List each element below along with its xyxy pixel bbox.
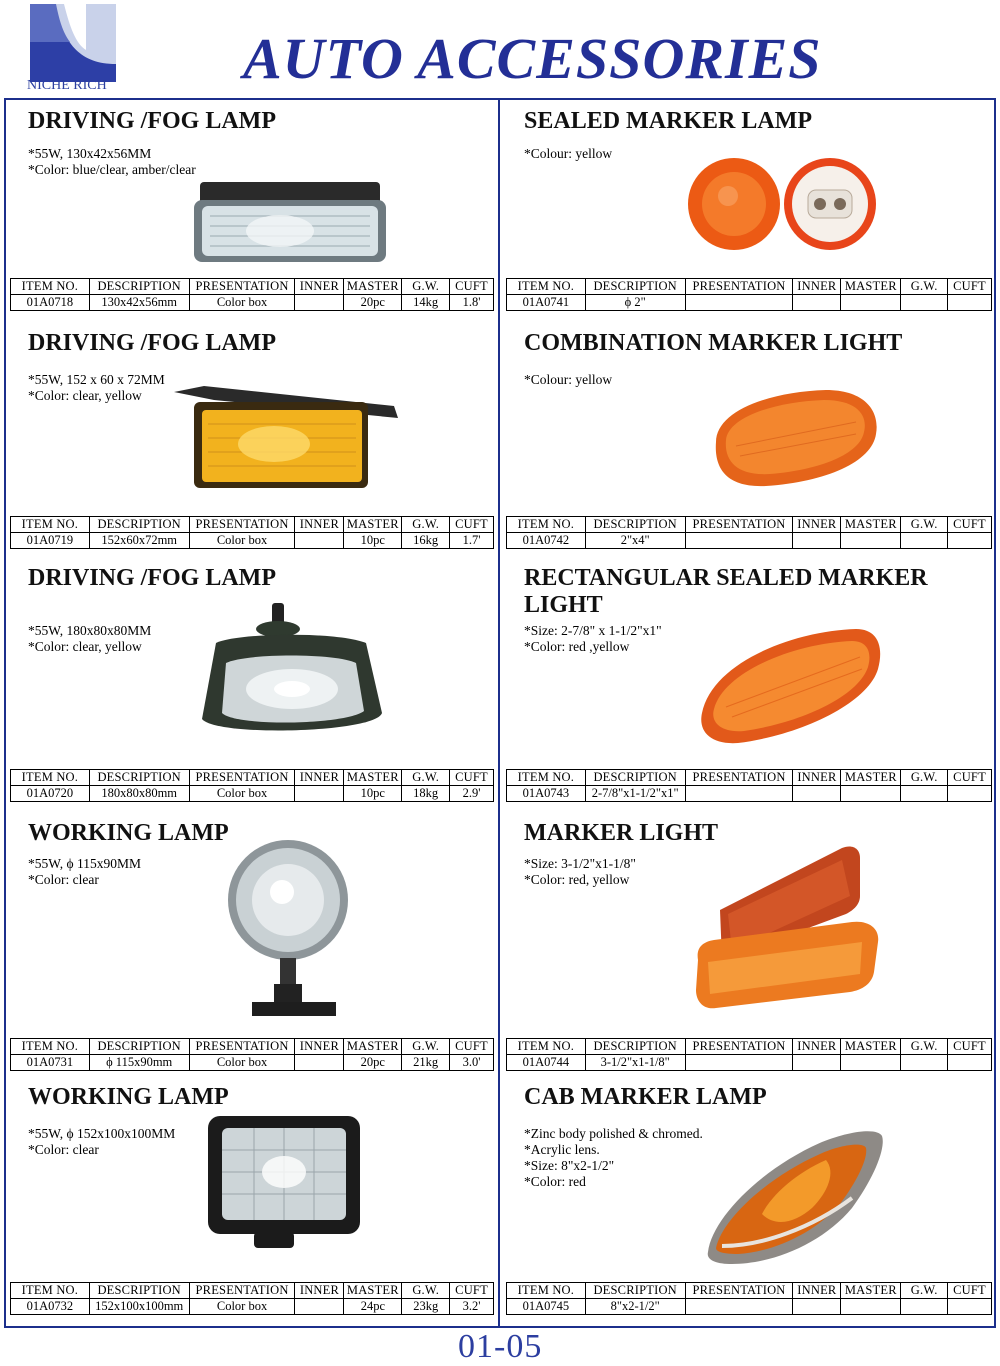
cell-master: [841, 295, 901, 311]
col-header-master: MASTER: [344, 279, 402, 295]
cell-gw: 18kg: [402, 786, 450, 802]
marker-light-red-yellow-image: [692, 844, 882, 1016]
col-header-presentation: PRESENTATION: [189, 1039, 295, 1055]
table-header-row: [507, 517, 992, 533]
spec-table: [506, 1038, 992, 1071]
col-header-gw: G.W.: [402, 770, 450, 786]
col-header-item-no: ITEM NO.: [507, 1039, 586, 1055]
product-card: [10, 816, 494, 1074]
product-specs: [524, 856, 636, 888]
col-header-cuft: CUFT: [450, 1039, 494, 1055]
cell-cuft: [948, 1055, 992, 1071]
col-header-cuft: CUFT: [450, 1283, 494, 1299]
cell-inner: [295, 1055, 344, 1071]
spec-line: *Color: clear: [28, 1142, 99, 1157]
col-header-gw: G.W.: [402, 517, 450, 533]
col-header-description: DESCRIPTION: [585, 1039, 685, 1055]
col-header-inner: INNER: [793, 770, 841, 786]
cell-inner: [295, 786, 344, 802]
cell-presentation: Color box: [189, 1055, 295, 1071]
cell-description: 152x100x100mm: [89, 1299, 189, 1315]
col-header-item-no: ITEM NO.: [11, 279, 90, 295]
product-card: [10, 326, 494, 552]
col-header-cuft: CUFT: [450, 770, 494, 786]
col-header-gw: G.W.: [901, 279, 948, 295]
col-header-inner: INNER: [295, 1039, 344, 1055]
fog-lamp-yellow-image: [174, 382, 404, 492]
table-header-row: [11, 1283, 494, 1299]
cell-inner: [793, 1299, 841, 1315]
col-header-item-no: ITEM NO.: [11, 517, 90, 533]
col-header-gw: G.W.: [901, 1283, 948, 1299]
product-card: [10, 1080, 494, 1320]
cell-gw: [901, 786, 948, 802]
product-card: [506, 561, 990, 806]
table-row: [507, 786, 992, 802]
column-divider: [498, 98, 500, 1328]
product-specs: [524, 372, 612, 388]
spec-line: *55W, 130x42x56MM: [28, 146, 152, 161]
spec-line: *Color: red ,yellow: [524, 639, 630, 654]
col-header-description: DESCRIPTION: [585, 279, 685, 295]
col-header-master: MASTER: [841, 1283, 901, 1299]
working-lamp-square-image: [204, 1114, 364, 1252]
cell-inner: [793, 1055, 841, 1071]
col-header-inner: INNER: [793, 279, 841, 295]
product-card: [506, 816, 990, 1074]
cell-master: 10pc: [344, 533, 402, 549]
col-header-item-no: ITEM NO.: [507, 517, 586, 533]
cell-description: 152x60x72mm: [89, 533, 189, 549]
cell-inner: [295, 1299, 344, 1315]
col-header-cuft: CUFT: [948, 517, 992, 533]
product-title: SEALED MARKER LAMP: [524, 108, 813, 134]
spec-line: *Size: 8"x2-1/2": [524, 1158, 615, 1173]
spec-table: [506, 769, 992, 802]
col-header-inner: INNER: [295, 279, 344, 295]
cell-description: 180x80x80mm: [89, 786, 189, 802]
cell-cuft: [948, 295, 992, 311]
table-row: [507, 1299, 992, 1315]
col-header-description: DESCRIPTION: [89, 1283, 189, 1299]
col-header-master: MASTER: [841, 1039, 901, 1055]
fog-lamp-black-housing-image: [196, 603, 386, 743]
spec-table: [506, 516, 992, 549]
spec-table: [506, 1282, 992, 1315]
cell-cuft: 1.7': [450, 533, 494, 549]
spec-line: *Color: red: [524, 1174, 586, 1189]
table-row: [11, 786, 494, 802]
col-header-inner: INNER: [793, 1039, 841, 1055]
col-header-gw: G.W.: [901, 1039, 948, 1055]
col-header-master: MASTER: [344, 1039, 402, 1055]
cell-item-no: 01A0732: [11, 1299, 90, 1315]
spec-line: *Color: red, yellow: [524, 872, 630, 887]
cell-cuft: 1.8': [450, 295, 494, 311]
spec-line: *Color: clear: [28, 872, 99, 887]
table-row: [11, 533, 494, 549]
cell-inner: [793, 295, 841, 311]
product-title: DRIVING /FOG LAMP: [28, 330, 276, 356]
table-header-row: [507, 279, 992, 295]
table-row: [11, 1055, 494, 1071]
cell-cuft: [948, 1299, 992, 1315]
col-header-presentation: PRESENTATION: [685, 517, 793, 533]
cell-master: 20pc: [344, 295, 402, 311]
col-header-presentation: PRESENTATION: [189, 279, 295, 295]
cell-presentation: Color box: [189, 295, 295, 311]
spec-table: [10, 1282, 494, 1315]
table-row: [11, 295, 494, 311]
table-header-row: [11, 770, 494, 786]
cell-item-no: 01A0741: [507, 295, 586, 311]
spec-line: *Zinc body polished & chromed.: [524, 1126, 703, 1141]
product-title: COMBINATION MARKER LIGHT: [524, 330, 903, 356]
col-header-gw: G.W.: [402, 1283, 450, 1299]
col-header-description: DESCRIPTION: [89, 1039, 189, 1055]
cell-item-no: 01A0718: [11, 295, 90, 311]
col-header-presentation: PRESENTATION: [685, 770, 793, 786]
col-header-description: DESCRIPTION: [89, 770, 189, 786]
product-title: MARKER LIGHT: [524, 820, 719, 846]
col-header-master: MASTER: [841, 279, 901, 295]
cell-master: 24pc: [344, 1299, 402, 1315]
product-title: DRIVING /FOG LAMP: [28, 108, 276, 134]
product-specs: [524, 1126, 703, 1190]
table-row: [507, 1055, 992, 1071]
product-title: WORKING LAMP: [28, 820, 229, 846]
product-card: [10, 561, 494, 806]
fog-lamp-rectangular-image: [190, 176, 390, 266]
cell-presentation: [685, 295, 793, 311]
spec-line: *Size: 2-7/8" x 1-1/2"x1": [524, 623, 662, 638]
col-header-description: DESCRIPTION: [585, 770, 685, 786]
cell-description: ϕ 115x90mm: [89, 1055, 189, 1071]
spec-table: [10, 278, 494, 311]
col-header-gw: G.W.: [901, 770, 948, 786]
cell-presentation: [685, 533, 793, 549]
cell-item-no: 01A0744: [507, 1055, 586, 1071]
col-header-description: DESCRIPTION: [89, 517, 189, 533]
spec-table: [10, 1038, 494, 1071]
product-title: WORKING LAMP: [28, 1084, 229, 1110]
col-header-item-no: ITEM NO.: [11, 1039, 90, 1055]
table-header-row: [11, 517, 494, 533]
spec-line: *Colour: yellow: [524, 146, 613, 161]
cell-cuft: 3.2': [450, 1299, 494, 1315]
cell-gw: 16kg: [402, 533, 450, 549]
col-header-presentation: PRESENTATION: [685, 1039, 793, 1055]
col-header-gw: G.W.: [901, 517, 948, 533]
col-header-inner: INNER: [793, 1283, 841, 1299]
spec-line: *55W, ϕ 115x90MM: [28, 856, 141, 871]
cell-presentation: Color box: [189, 1299, 295, 1315]
col-header-item-no: ITEM NO.: [11, 770, 90, 786]
col-header-master: MASTER: [344, 770, 402, 786]
col-header-master: MASTER: [344, 517, 402, 533]
col-header-master: MASTER: [344, 1283, 402, 1299]
col-header-presentation: PRESENTATION: [189, 770, 295, 786]
product-specs: [28, 856, 141, 888]
col-header-presentation: PRESENTATION: [189, 1283, 295, 1299]
col-header-gw: G.W.: [402, 1039, 450, 1055]
spec-table: [10, 769, 494, 802]
cell-item-no: 01A0719: [11, 533, 90, 549]
product-specs: [524, 146, 612, 162]
product-card: [10, 104, 494, 316]
cell-inner: [295, 533, 344, 549]
spec-line: *Color: clear, yellow: [28, 388, 142, 403]
cell-inner: [793, 786, 841, 802]
spec-line: *Colour: yellow: [524, 372, 613, 387]
table-header-row: [11, 1039, 494, 1055]
spec-line: *55W, 152 x 60 x 72MM: [28, 372, 165, 387]
cell-description: 130x42x56mm: [89, 295, 189, 311]
table-row: [11, 1299, 494, 1315]
col-header-cuft: CUFT: [450, 517, 494, 533]
col-header-description: DESCRIPTION: [585, 517, 685, 533]
product-title: DRIVING /FOG LAMP: [28, 565, 276, 591]
cell-item-no: 01A0743: [507, 786, 586, 802]
col-header-item-no: ITEM NO.: [507, 1283, 586, 1299]
col-header-cuft: CUFT: [948, 1039, 992, 1055]
cell-cuft: [948, 533, 992, 549]
product-specs: [28, 146, 196, 178]
cell-description: 2"x4": [585, 533, 685, 549]
spec-line: *55W, 180x80x80MM: [28, 623, 152, 638]
cell-master: [841, 1055, 901, 1071]
cell-item-no: 01A0731: [11, 1055, 90, 1071]
cell-gw: [901, 295, 948, 311]
cell-description: 8"x2-1/2": [585, 1299, 685, 1315]
table-header-row: [11, 279, 494, 295]
cell-master: [841, 533, 901, 549]
cell-description: 2-7/8"x1-1/2"x1": [585, 786, 685, 802]
spec-line: *Color: clear, yellow: [28, 639, 142, 654]
product-specs: [524, 623, 662, 655]
col-header-inner: INNER: [793, 517, 841, 533]
table-header-row: [507, 1283, 992, 1299]
col-header-presentation: PRESENTATION: [685, 279, 793, 295]
col-header-presentation: PRESENTATION: [685, 1283, 793, 1299]
cell-presentation: [685, 1299, 793, 1315]
product-specs: [28, 372, 165, 404]
cell-cuft: [948, 786, 992, 802]
cell-gw: [901, 1055, 948, 1071]
col-header-master: MASTER: [841, 770, 901, 786]
working-lamp-round-image: [222, 838, 358, 1022]
product-specs: [28, 623, 151, 655]
table-row: [507, 533, 992, 549]
spec-line: *Acrylic lens.: [524, 1142, 600, 1157]
brand-name: NICHE RICH: [27, 78, 107, 93]
cab-marker-lamp-image: [702, 1128, 886, 1268]
col-header-cuft: CUFT: [948, 770, 992, 786]
spec-line: *Color: blue/clear, amber/clear: [28, 162, 196, 177]
cell-gw: [901, 533, 948, 549]
cell-master: 20pc: [344, 1055, 402, 1071]
cell-presentation: Color box: [189, 533, 295, 549]
cell-inner: [793, 533, 841, 549]
page-number: 01-05: [458, 1328, 543, 1365]
table-header-row: [507, 1039, 992, 1055]
col-header-description: DESCRIPTION: [585, 1283, 685, 1299]
cell-cuft: 2.9': [450, 786, 494, 802]
cell-item-no: 01A0742: [507, 533, 586, 549]
spec-line: *55W, ϕ 152x100x100MM: [28, 1126, 176, 1141]
product-card: [506, 104, 990, 316]
product-card: [506, 1080, 990, 1320]
col-header-inner: INNER: [295, 770, 344, 786]
cell-gw: 23kg: [402, 1299, 450, 1315]
col-header-item-no: ITEM NO.: [507, 770, 586, 786]
cell-gw: [901, 1299, 948, 1315]
cell-cuft: 3.0': [450, 1055, 494, 1071]
col-header-item-no: ITEM NO.: [507, 279, 586, 295]
cell-presentation: Color box: [189, 786, 295, 802]
col-header-master: MASTER: [841, 517, 901, 533]
table-row: [507, 295, 992, 311]
cell-presentation: [685, 1055, 793, 1071]
col-header-cuft: CUFT: [948, 279, 992, 295]
page-title: AUTO ACCESSORIES: [243, 26, 822, 91]
cell-description: ϕ 2": [585, 295, 685, 311]
product-card: [506, 326, 990, 552]
col-header-inner: INNER: [295, 1283, 344, 1299]
col-header-presentation: PRESENTATION: [189, 517, 295, 533]
cell-presentation: [685, 786, 793, 802]
cell-item-no: 01A0745: [507, 1299, 586, 1315]
cell-master: [841, 1299, 901, 1315]
cell-master: [841, 786, 901, 802]
table-header-row: [507, 770, 992, 786]
cell-description: 3-1/2"x1-1/8": [585, 1055, 685, 1071]
col-header-gw: G.W.: [402, 279, 450, 295]
spec-table: [10, 516, 494, 549]
col-header-item-no: ITEM NO.: [11, 1283, 90, 1299]
sealed-marker-lamp-image: [688, 148, 878, 260]
col-header-cuft: CUFT: [948, 1283, 992, 1299]
product-title: RECTANGULAR SEALED MARKER LIGHT: [524, 565, 928, 618]
col-header-description: DESCRIPTION: [89, 279, 189, 295]
spec-table: [506, 278, 992, 311]
product-title: CAB MARKER LAMP: [524, 1084, 767, 1110]
spec-line: *Size: 3-1/2"x1-1/8": [524, 856, 636, 871]
col-header-cuft: CUFT: [450, 279, 494, 295]
cell-item-no: 01A0720: [11, 786, 90, 802]
cell-inner: [295, 295, 344, 311]
cell-gw: 21kg: [402, 1055, 450, 1071]
cell-master: 10pc: [344, 786, 402, 802]
rectangular-sealed-marker-light-image: [692, 623, 886, 749]
combination-marker-light-image: [696, 382, 882, 492]
col-header-inner: INNER: [295, 517, 344, 533]
cell-gw: 14kg: [402, 295, 450, 311]
product-specs: [28, 1126, 175, 1158]
